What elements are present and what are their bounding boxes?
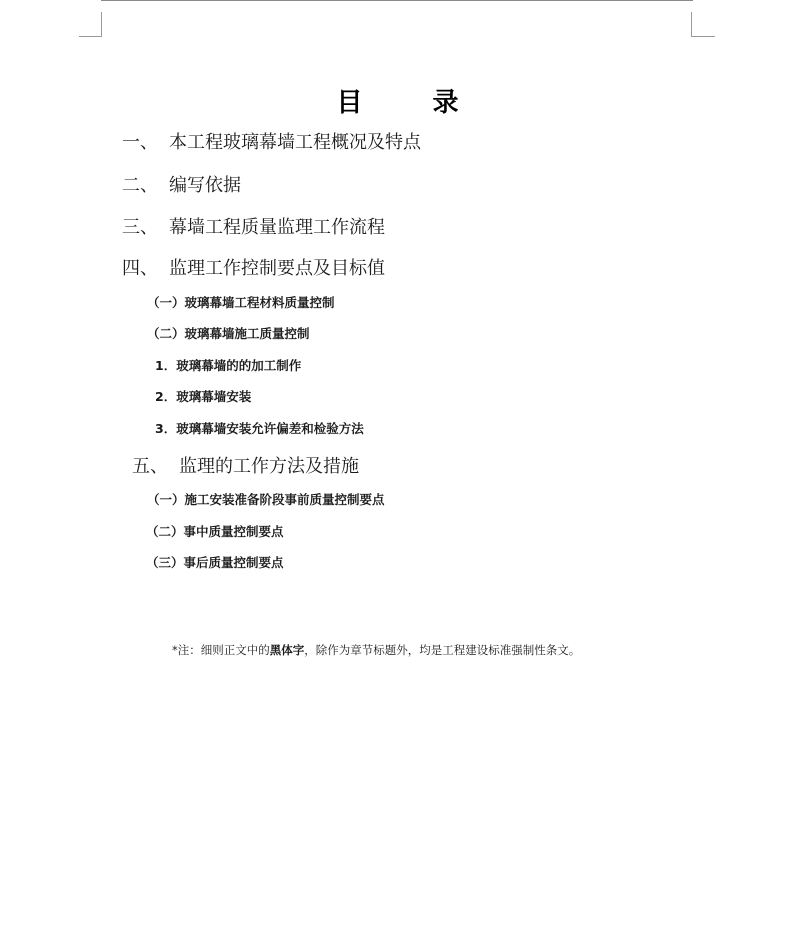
toc-item-number: 四、 <box>122 258 158 279</box>
toc-item-4[interactable] <box>122 254 385 280</box>
toc-item-3[interactable] <box>122 213 385 239</box>
crop-mark-top-left-vertical <box>101 12 102 36</box>
footnote <box>172 642 580 658</box>
toc-subitem-5-3[interactable]: （三）事后质量控制要点 <box>146 555 284 570</box>
crop-mark-top-right-horizontal <box>691 36 715 37</box>
footnote-suffix: ，除作为章节标题外，均是工程建设标准强制性条文。 <box>304 643 581 657</box>
crop-mark-top-left-horizontal <box>79 36 102 37</box>
toc-item-label: 监理工作控制要点及目标值 <box>169 258 385 279</box>
toc-item-1[interactable] <box>122 128 421 154</box>
toc-item-number: 一、 <box>122 132 158 153</box>
toc-subitem-4-1[interactable]: （一）玻璃幕墙工程材料质量控制 <box>147 295 335 310</box>
toc-item-number: 二、 <box>122 175 158 196</box>
toc-item-number: 三、 <box>122 217 158 238</box>
toc-subitem-4-2[interactable]: （二）玻璃幕墙施工质量控制 <box>147 326 310 341</box>
toc-item-label: 幕墙工程质量监理工作流程 <box>169 217 385 238</box>
footnote-prefix: *注：细则正文中的 <box>172 643 270 657</box>
toc-subitem-4-2-2[interactable]: 2．玻璃幕墙安装 <box>155 389 252 404</box>
toc-item-number: 五、 <box>132 456 168 477</box>
crop-mark-top-right-vertical <box>691 12 692 36</box>
toc-item-2[interactable] <box>122 171 241 197</box>
header-rule <box>101 0 693 1</box>
toc-subitem-4-2-1[interactable]: 1．玻璃幕墙的的加工制作 <box>155 358 302 373</box>
footnote-bold-term: 黑体字 <box>269 643 305 657</box>
toc-item-5[interactable] <box>132 452 359 478</box>
toc-subitem-5-1[interactable]: （一）施工安装准备阶段事前质量控制要点 <box>147 492 385 507</box>
page-title <box>0 82 795 119</box>
toc-item-label: 本工程玻璃幕墙工程概况及特点 <box>169 132 421 153</box>
title-char-right: 录 <box>432 88 459 118</box>
toc-subitem-4-2-3[interactable]: 3．玻璃幕墙安装允许偏差和检验方法 <box>155 421 364 436</box>
toc-item-label: 编写依据 <box>169 175 241 196</box>
title-char-left: 目 <box>336 88 363 118</box>
toc-item-label: 监理的工作方法及措施 <box>179 456 359 477</box>
toc-subitem-5-2[interactable]: （二）事中质量控制要点 <box>146 524 284 539</box>
